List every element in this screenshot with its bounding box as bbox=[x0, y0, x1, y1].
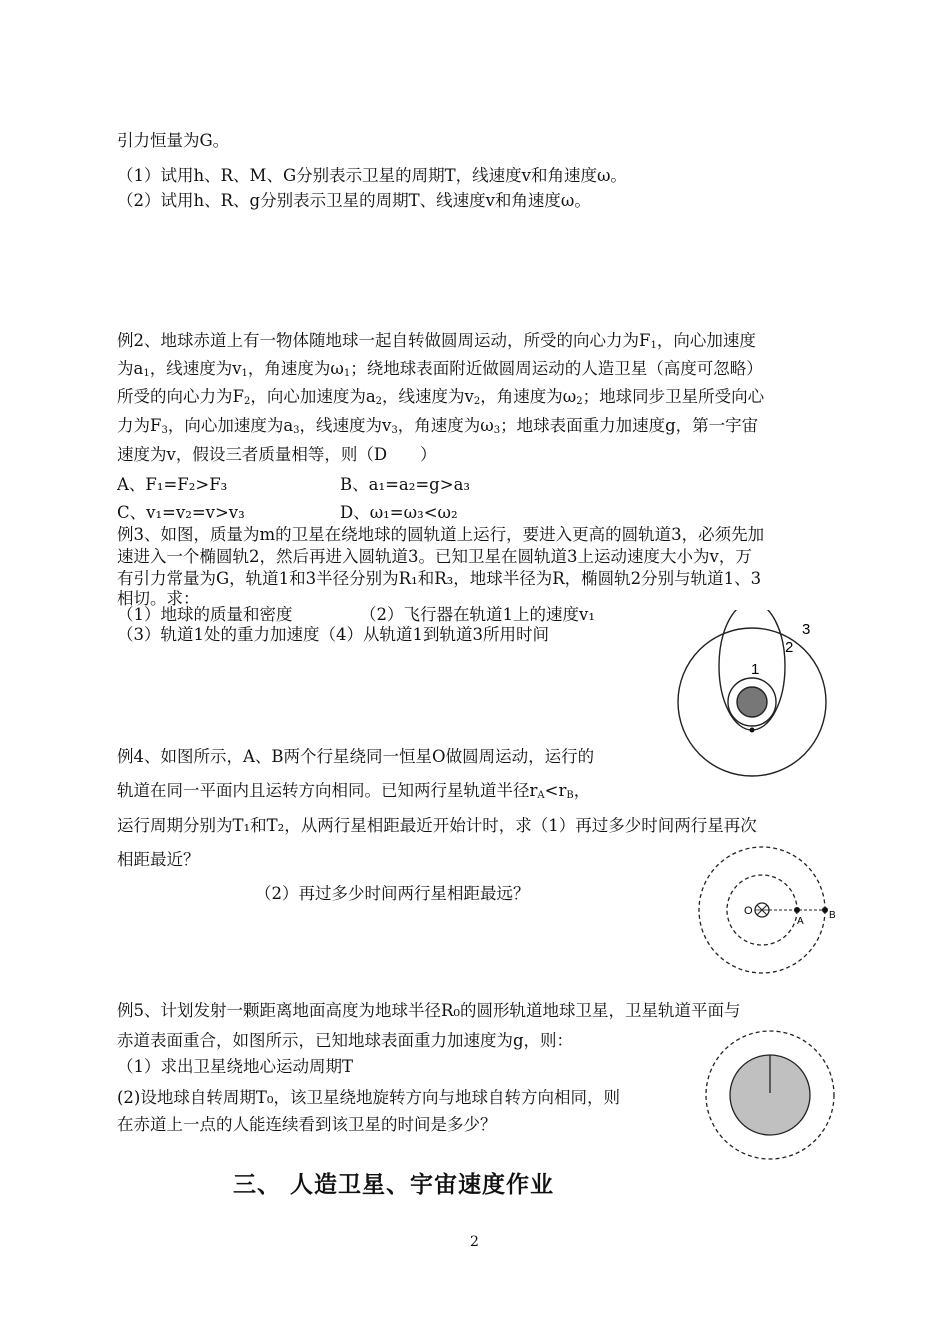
planet-b-dot bbox=[822, 907, 828, 913]
orbit-label-1: 1 bbox=[751, 661, 760, 678]
ex1-question-1: （1）试用h、R、M、G分别表示卫星的周期T，线速度v和角速度ω。 bbox=[117, 166, 627, 185]
label-o: O bbox=[744, 905, 753, 917]
ex2-line-1: 例2、地球赤道上有一物体随地球一起自转做圆周运动，所受的向心力为$F_1$，向心加速度 bbox=[117, 331, 756, 351]
ex5-line-2: 赤道表面重合，如图所示，已知地球表面重力加速度为g，则： bbox=[117, 1031, 574, 1050]
ex3-line-1: 例3、如图，质量为m的卫星在绕地球的圆轨道上运行，要进入更高的圆轨道3，必须先加 bbox=[117, 525, 765, 544]
ex3-question-1: （1）地球的质量和密度 bbox=[117, 605, 293, 624]
ex2-line-4: 力为$F_3$，向心加速度为$a_3$，线速度为$v_3$，角速度为$\omega_3$；地球表面重力加速度g，第一宇宙 bbox=[117, 416, 759, 436]
ex3-line-4: 相切。求： bbox=[117, 589, 200, 608]
ex1-intro: 引力恒量为G。 bbox=[117, 131, 230, 150]
ex2-option-d: D、ω₁=ω₃<ω₂ bbox=[340, 503, 458, 522]
ex5-question-3: 在赤道上一点的人能连续看到该卫星的时间是多少？ bbox=[117, 1115, 497, 1134]
ex4-line-3: 运行周期分别为T₁和T₂，从两行星相距最近开始计时，求（1）再过多少时间两行星再次 bbox=[117, 816, 757, 835]
ex2-line-5: 速度为v，假设三者质量相等，则（D ） bbox=[117, 445, 437, 464]
page-number: 2 bbox=[470, 1234, 479, 1250]
ex4-question-2: （2）再过多少时间两行星相距最远？ bbox=[255, 884, 530, 903]
ex3-line-2: 速进入一个椭圆轨2，然后再进入圆轨道3。已知卫星在圆轨道3上运动速度大小为v，万 bbox=[117, 547, 752, 566]
earth-satellite-figure bbox=[703, 1025, 839, 1165]
perigee-dot bbox=[750, 728, 755, 733]
planet-a-dot bbox=[794, 907, 800, 913]
orbit-label-3: 3 bbox=[802, 621, 811, 638]
orbit-label-2: 2 bbox=[785, 639, 794, 656]
ex3-question-3: （3）轨道1处的重力加速度（4）从轨道1到轨道3所用时间 bbox=[117, 625, 549, 644]
label-b: B bbox=[829, 910, 836, 921]
ex4-line-2: 轨道在同一平面内且运转方向相同。已知两行星轨道半径$r_A<r_B$， bbox=[117, 781, 591, 801]
ex2-option-b: B、a₁=a₂=g>a₃ bbox=[340, 475, 471, 494]
label-a: A bbox=[797, 916, 804, 927]
ex4-line-4: 相距最近？ bbox=[117, 850, 200, 869]
earth-circle bbox=[737, 687, 767, 717]
ex4-line-1: 例4、如图所示，A、B两个行星绕同一恒星O做圆周运动，运行的 bbox=[117, 747, 595, 766]
orbit-transfer-figure bbox=[675, 610, 845, 790]
ex2-line-2: 为$a_1$，线速度为$v_1$，角速度为$\omega_1$；绕地球表面附近做圆周运动的人造卫星（高度可忽略） bbox=[117, 359, 763, 379]
planet-orbits-figure bbox=[694, 846, 844, 976]
ex5-question-1: （1）求出卫星绕地心运动周期T bbox=[117, 1057, 354, 1076]
section-heading: 三、 人造卫星、宇宙速度作业 bbox=[233, 1172, 555, 1198]
ex3-line-3: 有引力常量为G，轨道1和3半径分别为R₁和R₃，地球半径为R，椭圆轨2分别与轨道1、3 bbox=[117, 569, 762, 588]
ex2-line-3: 所受的向心力为$F_2$，向心加速度为$a_2$，线速度为$v_2$，角速度为$\omega_2$；地球同步卫星所受向心 bbox=[117, 387, 765, 407]
ex5-line-1: 例5、计划发射一颗距离地面高度为地球半径R₀的圆形轨道地球卫星，卫星轨道平面与 bbox=[117, 1001, 741, 1020]
ex1-question-2: （2）试用h、R、g分别表示卫星的周期T、线速度v和角速度ω。 bbox=[117, 191, 591, 210]
ex2-option-a: A、F₁=F₂>F₃ bbox=[117, 475, 228, 494]
ex3-question-2: （2）飞行器在轨道1上的速度v₁ bbox=[360, 605, 595, 624]
ex5-question-2: (2)设地球自转周期T₀，该卫星绕地旋转方向与地球自转方向相同，则 bbox=[117, 1088, 620, 1107]
ex2-option-c: C、v₁=v₂=v>v₃ bbox=[117, 503, 245, 522]
